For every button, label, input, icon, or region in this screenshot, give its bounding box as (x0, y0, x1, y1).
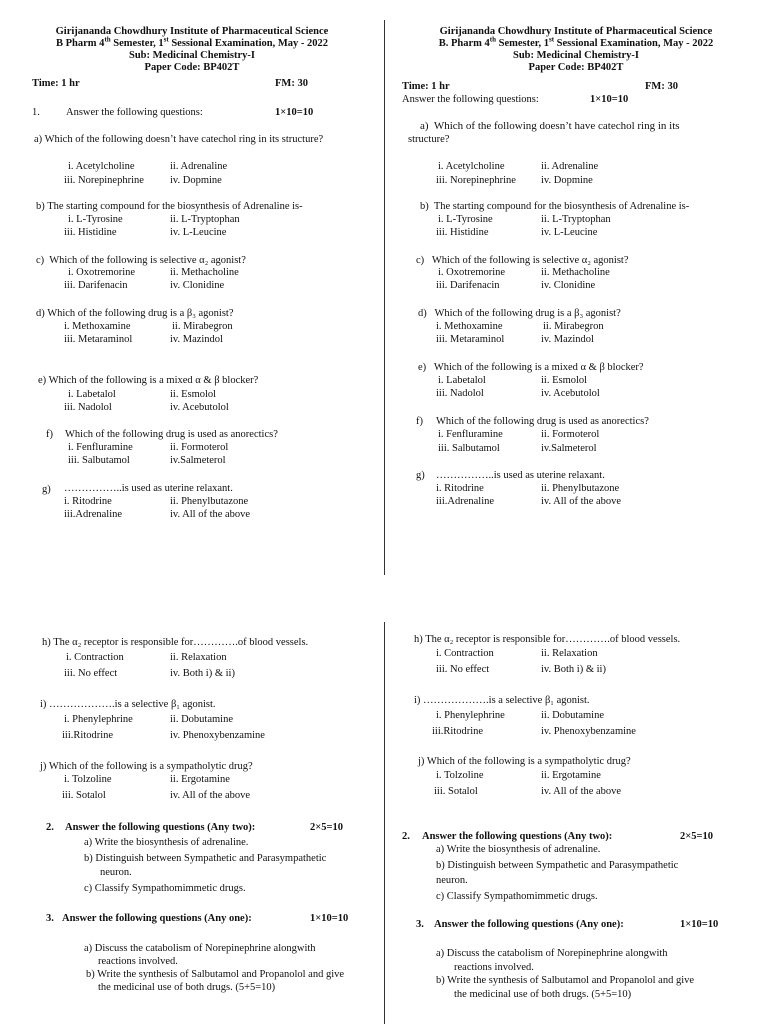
question-a (34, 133, 323, 146)
option: iii. No effect (436, 664, 490, 675)
option: iv. All of the above (541, 496, 622, 507)
question-label: h) (42, 637, 51, 648)
section2-item: b) Distinguish between Sympathetic and Parasympathetic (436, 860, 679, 871)
section1-marks: 1×10=10 (590, 94, 629, 105)
option: iii. Salbutamol (438, 443, 500, 454)
section3-marks: 1×10=10 (310, 913, 349, 924)
option: i. L-Tyrosine (438, 214, 493, 225)
exam-title: B. Pharm 4th Semester, 1st Sessional Examination, May - 2022 (438, 35, 714, 49)
option: ii. Adrenaline (170, 161, 228, 172)
option: ii. Methacholine (170, 267, 239, 278)
option: ii. L-Tryptophan (541, 214, 611, 225)
question-j (418, 755, 631, 768)
question-text: The starting compound for the biosynthesis of Adrenaline is- (433, 201, 690, 212)
option: i. Tolzoline (436, 770, 484, 781)
option: ii. Esmolol (170, 389, 217, 400)
section2-item: a) Write the biosynthesis of adrenaline. (436, 844, 601, 855)
question-g-text: ……………..is used as uterine relaxant. (64, 483, 233, 494)
option: ii. Adrenaline (541, 161, 599, 172)
paper-code: Paper Code: BP402T (144, 62, 240, 73)
time-label: Time: 1 hr (402, 81, 450, 92)
section2-number: 2. (46, 822, 54, 833)
institute-name: Girijananda Chowdhury Institute of Pharmaceutical Science (55, 26, 329, 37)
paper-code: Paper Code: BP402T (528, 62, 624, 73)
question-i (40, 698, 216, 711)
option: iii. Sotalol (62, 790, 106, 801)
option: i. Labetalol (68, 389, 116, 400)
option: ii. Dobutamine (541, 710, 604, 721)
time-label: Time: 1 hr (32, 78, 80, 89)
option: ii. Ergotamine (541, 770, 601, 781)
option: iii. Metaraminol (64, 334, 133, 345)
option: ii. Formoterol (541, 429, 600, 440)
option: iv. L-Leucine (541, 227, 598, 238)
question-text: ……………….is a selective β₁ agonist. (49, 699, 216, 710)
option: iii.Ritodrine (432, 726, 484, 737)
section3-item: the medicinal use of both drugs. (5+5=10) (454, 989, 632, 1000)
question-label: e) (38, 375, 47, 386)
option: iii. Darifenacin (64, 280, 128, 291)
option: iv. Mazindol (170, 334, 223, 345)
question-i (414, 694, 590, 707)
question-text: The α₂ receptor is responsible for………….of blood vessels. (425, 634, 681, 645)
question-g-text: ……………..is used as uterine relaxant. (436, 470, 605, 481)
question-h (414, 633, 680, 646)
section3-item: the medicinal use of both drugs. (5+5=10) (98, 982, 276, 993)
question-text: Which of the following drug is used as anorectics? (436, 416, 649, 427)
question-label: h) (414, 634, 423, 645)
option: iii. Salbutamol (68, 455, 130, 466)
question-label: i) (40, 699, 47, 710)
option: iv. Clonidine (541, 280, 596, 291)
option: iv. All of the above (170, 790, 251, 801)
section2-title: Answer the following questions (Any two): (422, 831, 613, 842)
option: ii. Phenylbutazone (170, 496, 249, 507)
question-label: a) (34, 134, 43, 145)
option: iv. L-Leucine (170, 227, 227, 238)
option: iv. Both i) & ii) (170, 668, 235, 679)
option: iv. Acebutolol (541, 388, 600, 399)
section2-marks: 2×5=10 (310, 822, 343, 833)
option: iv.Salmeterol (170, 455, 226, 466)
section2-number: 2. (402, 831, 410, 842)
question-j (40, 760, 253, 773)
option: ii. Mirabegron (172, 321, 233, 332)
section2-marks: 2×5=10 (680, 831, 713, 842)
section3-item: b) Write the synthesis of Salbutamol and Propanolol and give (436, 975, 695, 986)
option: iv.Salmeterol (541, 443, 597, 454)
question-e (38, 374, 258, 387)
section2-item: neuron. (100, 867, 132, 878)
option: iv. Mazindol (541, 334, 594, 345)
option: iii. Metaraminol (436, 334, 505, 345)
option: ii. Mirabegron (543, 321, 604, 332)
question-label: a) (420, 120, 429, 132)
section2-item: neuron. (436, 875, 468, 886)
question-text: Which of the following drug is a β₃ agonist? (47, 308, 234, 319)
section3-title: Answer the following questions (Any one): (434, 919, 624, 930)
option: iv. Clonidine (170, 280, 225, 291)
option: i. Fenfluramine (438, 429, 503, 440)
option: ii. Phenylbutazone (541, 483, 620, 494)
option: iii. Nadolol (436, 388, 484, 399)
question-label: j) (418, 756, 425, 767)
option: i. Phenylephrine (64, 714, 133, 725)
section3-item: reactions involved. (454, 962, 534, 973)
section3-title: Answer the following questions (Any one): (62, 913, 252, 924)
question-h (42, 636, 308, 649)
option: iii.Ritodrine (62, 730, 114, 741)
section2-item: b) Distinguish between Sympathetic and Parasympathetic (84, 853, 327, 864)
option: ii. Relaxation (170, 652, 227, 663)
option: iii.Adrenaline (436, 496, 495, 507)
option: iii. Histidine (436, 227, 489, 238)
option: ii. L-Tryptophan (170, 214, 240, 225)
exam-title: B Pharm 4th Semester, 1st Sessional Examination, May - 2022 (56, 35, 328, 49)
option: ii. Formoterol (170, 442, 229, 453)
question-text: Which of the following drug is a β₃ agonist? (434, 308, 621, 319)
option: i. Contraction (66, 652, 124, 663)
section1-title: Answer the following questions: (66, 107, 203, 118)
question-d (418, 307, 621, 320)
question-b (36, 200, 303, 213)
option: iv. Dopmine (170, 175, 222, 186)
section2-item: c) Classify Sympathomimmetic drugs. (84, 883, 246, 894)
question-text: Which of the following is a sympatholytic drug? (48, 761, 253, 772)
question-label: f) (416, 416, 423, 427)
option: i. Acetylcholine (68, 161, 135, 172)
question-text: ……………….is a selective β₁ agonist. (423, 695, 590, 706)
option: iii. Norepinephrine (64, 175, 144, 186)
institute-name: Girijananda Chowdhury Institute of Pharmaceutical Science (439, 26, 713, 37)
option: i. Oxotremorine (68, 267, 136, 278)
option: iii. Norepinephrine (436, 175, 516, 186)
section1-marks: 1×10=10 (275, 107, 314, 118)
option: iii. Darifenacin (436, 280, 500, 291)
option: iii.Adrenaline (64, 509, 123, 520)
section3-item: reactions involved. (98, 956, 178, 967)
question-label: f) (46, 429, 53, 440)
question-text: Which of the following is a mixed α & β blocker? (48, 375, 259, 386)
question-text: Which of the following is selective α₂ agonist? (431, 255, 629, 266)
option: ii. Ergotamine (170, 774, 230, 785)
option: iv. Both i) & ii) (541, 664, 606, 675)
question-text: The starting compound for the biosynthesis of Adrenaline is- (47, 201, 303, 212)
option: ii. Methacholine (541, 267, 610, 278)
question-text: Which of the following is a mixed α & β blocker? (433, 362, 644, 373)
section3-item: a) Discuss the catabolism of Norepinephrine alongwith (436, 948, 668, 959)
option: i. Methoxamine (436, 321, 503, 332)
question-f (416, 415, 649, 428)
option: iv. All of the above (170, 509, 251, 520)
option: i. Fenfluramine (68, 442, 133, 453)
question-a-wrap: structure? (408, 134, 450, 145)
option: i. Labetalol (438, 375, 486, 386)
question-g-label: g) (42, 484, 51, 495)
subject: Sub: Medicinal Chemistry-I (513, 50, 639, 61)
option: iii. Sotalol (434, 786, 478, 797)
question-text: The α₂ receptor is responsible for………….of blood vessels. (53, 637, 309, 648)
question-label: c) (416, 255, 425, 266)
question-text: Which of the following is selective α₂ agonist? (49, 255, 246, 266)
option: iii. Histidine (64, 227, 117, 238)
question-label: i) (414, 695, 421, 706)
question-d (36, 307, 234, 320)
question-b (420, 200, 689, 213)
option: i. Tolzoline (64, 774, 112, 785)
section3-marks: 1×10=10 (680, 919, 719, 930)
option: iv. Phenoxybenzamine (170, 730, 265, 741)
question-text: Which of the following is a sympatholytic drug? (426, 756, 631, 767)
option: iii. Nadolol (64, 402, 112, 413)
question-label: b) (420, 201, 429, 212)
section2-item: c) Classify Sympathomimmetic drugs. (436, 891, 598, 902)
section3-item: a) Discuss the catabolism of Norepinephrine alongwith (84, 943, 316, 954)
option: i. Acetylcholine (438, 161, 505, 172)
option: i. Ritodrine (64, 496, 112, 507)
question-a: a) Which of the following doesn’t have catechol ring in its (420, 120, 680, 132)
question-e (418, 361, 644, 374)
option: iii. No effect (64, 668, 118, 679)
question-label: b) (36, 201, 45, 212)
option: i. Contraction (436, 648, 494, 659)
subject: Sub: Medicinal Chemistry-I (129, 50, 255, 61)
section3-number: 3. (416, 919, 424, 930)
option: ii. Esmolol (541, 375, 588, 386)
question-label: d) (418, 308, 427, 319)
option: i. Methoxamine (64, 321, 131, 332)
question-label: d) (36, 308, 45, 319)
option: iv. Dopmine (541, 175, 593, 186)
column-divider-bottom (384, 622, 385, 1024)
question-text: Which of the following doesn’t have catechol ring in its structure? (44, 134, 324, 145)
option: iv. Phenoxybenzamine (541, 726, 636, 737)
full-marks: FM: 30 (645, 81, 678, 92)
question-g-label: g) (416, 470, 425, 481)
option: ii. Dobutamine (170, 714, 233, 725)
section3-number: 3. (46, 913, 54, 924)
column-divider-top (384, 20, 385, 575)
option: i. Oxotremorine (438, 267, 506, 278)
section1-number: 1. (32, 107, 40, 118)
section3-item: b) Write the synthesis of Salbutamol and Propanolol and give (86, 969, 345, 980)
option: iv. All of the above (541, 786, 622, 797)
full-marks: FM: 30 (275, 78, 308, 89)
question-label: e) (418, 362, 427, 373)
option: ii. Relaxation (541, 648, 598, 659)
option: i. Ritodrine (436, 483, 484, 494)
option: i. L-Tyrosine (68, 214, 123, 225)
section1-title: Answer the following questions: (402, 94, 539, 105)
option: i. Phenylephrine (436, 710, 505, 721)
question-f (46, 428, 278, 441)
question-text: Which of the following drug is used as anorectics? (65, 429, 278, 440)
section2-item: a) Write the biosynthesis of adrenaline. (84, 837, 249, 848)
option: iv. Acebutolol (170, 402, 229, 413)
section2-title: Answer the following questions (Any two): (65, 822, 256, 833)
question-label: j) (40, 761, 47, 772)
question-label: c) (36, 255, 45, 266)
